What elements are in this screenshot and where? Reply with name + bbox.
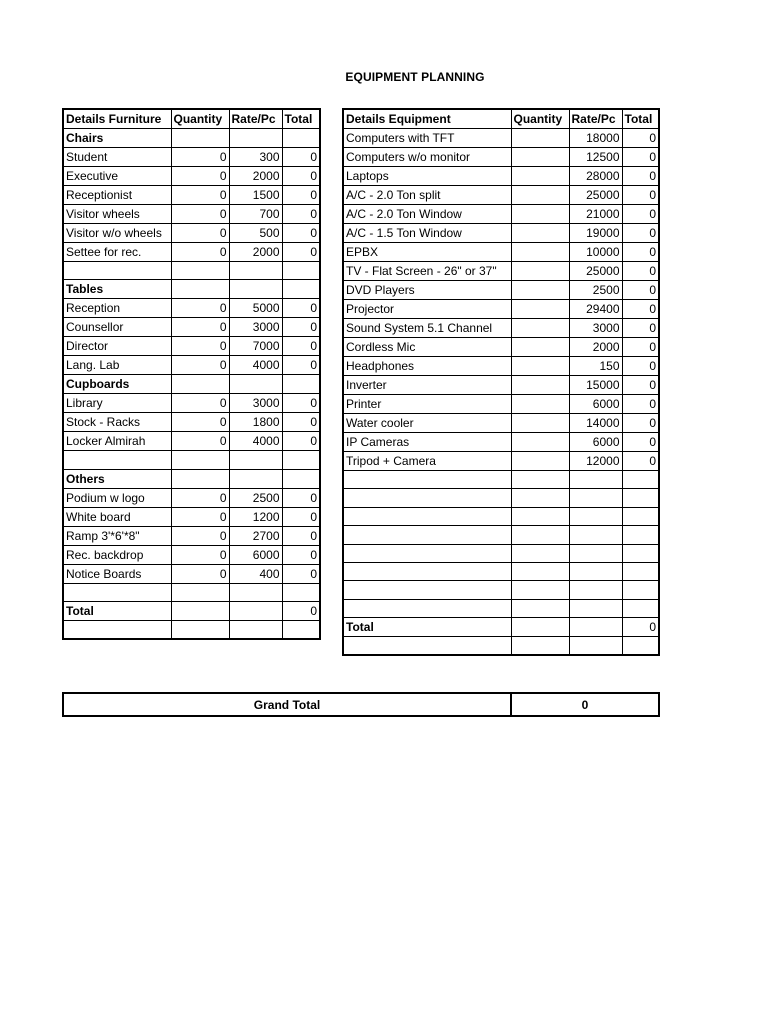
furniture-cell-qty[interactable] — [171, 262, 229, 280]
equipment-cell-qty[interactable] — [511, 129, 569, 148]
equipment-cell-rate[interactable]: 25000 — [569, 262, 622, 281]
equipment-cell-qty[interactable] — [511, 507, 569, 525]
furniture-cell-rate[interactable]: 2000 — [229, 243, 282, 262]
equipment-cell-detail[interactable]: Total — [343, 618, 511, 637]
furniture-cell-total[interactable] — [282, 375, 320, 394]
equipment-cell-qty[interactable] — [511, 300, 569, 319]
furniture-row — [63, 356, 320, 375]
equipment-cell-rate[interactable]: 150 — [569, 357, 622, 376]
furniture-row — [63, 488, 320, 507]
furniture-cell-total[interactable]: 0 — [282, 602, 320, 621]
furniture-cell-total[interactable] — [282, 262, 320, 280]
furniture-cell-rate[interactable] — [229, 583, 282, 601]
furniture-cell-total[interactable]: 0 — [282, 526, 320, 545]
furniture-cell-rate[interactable]: 2000 — [229, 167, 282, 186]
equipment-row — [343, 148, 659, 167]
furniture-cell-qty[interactable] — [171, 280, 229, 299]
furniture-cell-rate[interactable] — [229, 451, 282, 469]
equipment-cell-qty[interactable] — [511, 319, 569, 338]
furniture-row — [63, 564, 320, 583]
furniture-row — [63, 299, 320, 318]
equipment-row — [343, 186, 659, 205]
equipment-cell-qty[interactable] — [511, 224, 569, 243]
furniture-row — [63, 545, 320, 564]
furniture-cell-total[interactable]: 0 — [282, 564, 320, 583]
equipment-cell-detail[interactable] — [343, 544, 511, 562]
equipment-cell-qty[interactable] — [511, 471, 569, 489]
equipment-cell-detail[interactable]: Computers with TFT — [343, 129, 511, 148]
furniture-cell-total[interactable]: 0 — [282, 545, 320, 564]
equipment-cell-total[interactable]: 0 — [622, 319, 659, 338]
furniture-row — [63, 432, 320, 451]
equipment-cell-qty[interactable] — [511, 262, 569, 281]
equipment-cell-rate[interactable]: 21000 — [569, 205, 622, 224]
equipment-row — [343, 581, 659, 599]
furniture-cell-qty[interactable] — [171, 375, 229, 394]
equipment-row — [343, 167, 659, 186]
furniture-row — [63, 621, 320, 639]
furniture-cell-total[interactable]: 0 — [282, 224, 320, 243]
page-title: EQUIPMENT PLANNING — [345, 70, 485, 84]
furniture-row — [63, 243, 320, 262]
furniture-cell-total[interactable]: 0 — [282, 432, 320, 451]
equipment-row — [343, 599, 659, 617]
furniture-cell-detail[interactable]: Reception — [63, 299, 171, 318]
furniture-row — [63, 413, 320, 432]
equipment-row — [343, 395, 659, 414]
furniture-cell-qty[interactable]: 0 — [171, 526, 229, 545]
equipment-cell-detail[interactable]: Projector — [343, 300, 511, 319]
furniture-cell-qty[interactable]: 0 — [171, 432, 229, 451]
equipment-cell-total[interactable]: 0 — [622, 243, 659, 262]
equipment-cell-detail[interactable]: Headphones — [343, 357, 511, 376]
equipment-cell-total[interactable] — [622, 526, 659, 544]
equipment-row — [343, 637, 659, 655]
furniture-cell-detail[interactable]: Lang. Lab — [63, 356, 171, 375]
equipment-row — [343, 129, 659, 148]
equipment-cell-detail[interactable]: DVD Players — [343, 281, 511, 300]
furniture-cell-qty[interactable] — [171, 451, 229, 469]
equipment-cell-qty[interactable] — [511, 205, 569, 224]
equipment-row — [343, 357, 659, 376]
equipment-cell-total[interactable]: 0 — [622, 300, 659, 319]
equipment-cell-detail[interactable] — [343, 637, 511, 655]
furniture-cell-detail[interactable]: Counsellor — [63, 318, 171, 337]
furniture-cell-total[interactable]: 0 — [282, 507, 320, 526]
furniture-cell-detail[interactable]: Executive — [63, 167, 171, 186]
equipment-cell-qty[interactable] — [511, 562, 569, 580]
equipment-cell-rate[interactable] — [569, 544, 622, 562]
furniture-cell-rate[interactable]: 4000 — [229, 432, 282, 451]
equipment-cell-rate[interactable]: 18000 — [569, 129, 622, 148]
equipment-cell-rate[interactable]: 19000 — [569, 224, 622, 243]
equipment-cell-rate[interactable] — [569, 637, 622, 655]
furniture-cell-detail[interactable]: Settee for rec. — [63, 243, 171, 262]
furniture-cell-total[interactable] — [282, 583, 320, 601]
equipment-cell-qty[interactable] — [511, 544, 569, 562]
furniture-cell-rate[interactable] — [229, 375, 282, 394]
furniture-row — [63, 337, 320, 356]
equipment-cell-qty[interactable] — [511, 452, 569, 471]
furniture-cell-qty[interactable] — [171, 469, 229, 488]
equipment-cell-qty[interactable] — [511, 618, 569, 637]
equipment-row — [343, 281, 659, 300]
equipment-cell-detail[interactable]: Inverter — [343, 376, 511, 395]
grand-total-value[interactable]: 0 — [511, 693, 659, 716]
equipment-cell-qty[interactable] — [511, 148, 569, 167]
equipment-row — [343, 262, 659, 281]
furniture-cell-qty[interactable]: 0 — [171, 205, 229, 224]
furniture-cell-detail[interactable] — [63, 451, 171, 469]
furniture-row — [63, 148, 320, 167]
furniture-row — [63, 507, 320, 526]
furniture-cell-rate[interactable]: 1800 — [229, 413, 282, 432]
equipment-cell-rate[interactable] — [569, 489, 622, 507]
grand-total-row — [63, 693, 659, 716]
equipment-row — [343, 507, 659, 525]
furniture-cell-detail[interactable]: Student — [63, 148, 171, 167]
equipment-cell-detail[interactable]: A/C - 2.0 Ton Window — [343, 205, 511, 224]
furniture-row — [63, 280, 320, 299]
furniture-row — [63, 451, 320, 469]
equipment-cell-detail[interactable]: Tripod + Camera — [343, 452, 511, 471]
furniture-cell-total[interactable]: 0 — [282, 167, 320, 186]
equipment-cell-qty[interactable] — [511, 599, 569, 617]
equipment-cell-qty[interactable] — [511, 433, 569, 452]
equipment-cell-total[interactable]: 0 — [622, 376, 659, 395]
equipment-cell-total[interactable]: 0 — [622, 433, 659, 452]
equipment-cell-total[interactable]: 0 — [622, 618, 659, 637]
equipment-row — [343, 376, 659, 395]
furniture-cell-qty[interactable]: 0 — [171, 488, 229, 507]
furniture-row — [63, 224, 320, 243]
furniture-cell-total[interactable]: 0 — [282, 318, 320, 337]
furniture-header-detail[interactable]: Details Furniture — [63, 109, 171, 129]
furniture-cell-detail[interactable]: Ramp 3'*6'*8" — [63, 526, 171, 545]
equipment-table — [342, 108, 660, 656]
furniture-cell-total[interactable]: 0 — [282, 488, 320, 507]
equipment-cell-qty[interactable] — [511, 338, 569, 357]
furniture-cell-total[interactable]: 0 — [282, 413, 320, 432]
equipment-cell-detail[interactable]: Water cooler — [343, 414, 511, 433]
equipment-row — [343, 544, 659, 562]
equipment-cell-rate[interactable] — [569, 471, 622, 489]
furniture-row — [63, 602, 320, 621]
furniture-cell-rate[interactable] — [229, 621, 282, 639]
equipment-cell-qty[interactable] — [511, 395, 569, 414]
furniture-cell-total[interactable]: 0 — [282, 186, 320, 205]
furniture-cell-detail[interactable]: White board — [63, 507, 171, 526]
equipment-header-detail[interactable]: Details Equipment — [343, 109, 511, 129]
equipment-row — [343, 471, 659, 489]
equipment-cell-rate[interactable]: 12000 — [569, 452, 622, 471]
furniture-cell-detail[interactable] — [63, 262, 171, 280]
furniture-cell-rate[interactable]: 2700 — [229, 526, 282, 545]
equipment-cell-detail[interactable]: A/C - 2.0 Ton split — [343, 186, 511, 205]
equipment-cell-detail[interactable] — [343, 526, 511, 544]
furniture-cell-detail[interactable]: Cupboards — [63, 375, 171, 394]
furniture-row — [63, 318, 320, 337]
furniture-cell-total[interactable] — [282, 469, 320, 488]
equipment-cell-total[interactable]: 0 — [622, 186, 659, 205]
equipment-cell-rate[interactable] — [569, 599, 622, 617]
equipment-cell-total[interactable] — [622, 599, 659, 617]
furniture-cell-rate[interactable]: 700 — [229, 205, 282, 224]
furniture-cell-rate[interactable] — [229, 280, 282, 299]
equipment-cell-total[interactable]: 0 — [622, 281, 659, 300]
equipment-cell-rate[interactable]: 25000 — [569, 186, 622, 205]
equipment-cell-total[interactable] — [622, 562, 659, 580]
furniture-cell-qty[interactable]: 0 — [171, 394, 229, 413]
furniture-cell-detail[interactable]: Director — [63, 337, 171, 356]
equipment-cell-detail[interactable]: Printer — [343, 395, 511, 414]
furniture-cell-total[interactable]: 0 — [282, 299, 320, 318]
equipment-cell-detail[interactable]: A/C - 1.5 Ton Window — [343, 224, 511, 243]
equipment-cell-rate[interactable] — [569, 526, 622, 544]
furniture-cell-detail[interactable]: Rec. backdrop — [63, 545, 171, 564]
furniture-cell-total[interactable] — [282, 451, 320, 469]
furniture-cell-total[interactable]: 0 — [282, 243, 320, 262]
equipment-row — [343, 205, 659, 224]
equipment-row — [343, 319, 659, 338]
equipment-row — [343, 433, 659, 452]
furniture-header-row — [63, 109, 320, 129]
equipment-cell-detail[interactable]: Laptops — [343, 167, 511, 186]
furniture-cell-qty[interactable]: 0 — [171, 318, 229, 337]
furniture-cell-rate[interactable] — [229, 262, 282, 280]
equipment-cell-total[interactable] — [622, 489, 659, 507]
equipment-cell-rate[interactable]: 12500 — [569, 148, 622, 167]
furniture-cell-total[interactable]: 0 — [282, 337, 320, 356]
equipment-cell-rate[interactable]: 2500 — [569, 281, 622, 300]
furniture-cell-total[interactable]: 0 — [282, 356, 320, 375]
furniture-cell-total[interactable] — [282, 621, 320, 639]
grand-total-label[interactable]: Grand Total — [63, 693, 511, 716]
equipment-row — [343, 452, 659, 471]
equipment-cell-rate[interactable]: 15000 — [569, 376, 622, 395]
equipment-header-rate[interactable]: Rate/Pc — [569, 109, 622, 129]
furniture-row — [63, 375, 320, 394]
furniture-cell-qty[interactable]: 0 — [171, 337, 229, 356]
equipment-cell-rate[interactable]: 6000 — [569, 433, 622, 452]
equipment-cell-rate[interactable] — [569, 562, 622, 580]
furniture-cell-qty[interactable]: 0 — [171, 564, 229, 583]
furniture-cell-qty[interactable]: 0 — [171, 167, 229, 186]
furniture-cell-qty[interactable]: 0 — [171, 545, 229, 564]
equipment-row — [343, 618, 659, 637]
equipment-cell-total[interactable]: 0 — [622, 262, 659, 281]
equipment-cell-total[interactable] — [622, 471, 659, 489]
equipment-cell-qty[interactable] — [511, 581, 569, 599]
equipment-cell-qty[interactable] — [511, 281, 569, 300]
furniture-row — [63, 526, 320, 545]
equipment-cell-detail[interactable]: IP Cameras — [343, 433, 511, 452]
equipment-cell-total[interactable]: 0 — [622, 395, 659, 414]
furniture-cell-qty[interactable]: 0 — [171, 413, 229, 432]
equipment-cell-detail[interactable] — [343, 489, 511, 507]
equipment-cell-total[interactable] — [622, 544, 659, 562]
furniture-header-quantity[interactable]: Quantity — [171, 109, 229, 129]
equipment-cell-detail[interactable] — [343, 507, 511, 525]
equipment-cell-detail[interactable]: Cordless Mic — [343, 338, 511, 357]
equipment-cell-rate[interactable]: 6000 — [569, 395, 622, 414]
equipment-cell-qty[interactable] — [511, 376, 569, 395]
furniture-cell-qty[interactable]: 0 — [171, 148, 229, 167]
equipment-row — [343, 489, 659, 507]
equipment-cell-detail[interactable] — [343, 581, 511, 599]
furniture-row — [63, 205, 320, 224]
equipment-cell-detail[interactable]: EPBX — [343, 243, 511, 262]
equipment-cell-rate[interactable]: 3000 — [569, 319, 622, 338]
furniture-cell-detail[interactable]: Tables — [63, 280, 171, 299]
furniture-cell-total[interactable]: 0 — [282, 205, 320, 224]
furniture-cell-rate[interactable]: 7000 — [229, 337, 282, 356]
furniture-row — [63, 186, 320, 205]
furniture-cell-detail[interactable]: Locker Almirah — [63, 432, 171, 451]
furniture-cell-detail[interactable] — [63, 621, 171, 639]
furniture-cell-total[interactable]: 0 — [282, 148, 320, 167]
equipment-cell-qty[interactable] — [511, 526, 569, 544]
furniture-cell-rate[interactable]: 5000 — [229, 299, 282, 318]
furniture-cell-rate[interactable]: 2500 — [229, 488, 282, 507]
equipment-cell-detail[interactable]: Computers w/o monitor — [343, 148, 511, 167]
equipment-row — [343, 224, 659, 243]
furniture-cell-qty[interactable] — [171, 621, 229, 639]
equipment-row — [343, 243, 659, 262]
equipment-cell-total[interactable]: 0 — [622, 205, 659, 224]
furniture-cell-detail[interactable]: Notice Boards — [63, 564, 171, 583]
equipment-cell-rate[interactable]: 10000 — [569, 243, 622, 262]
furniture-cell-qty[interactable] — [171, 602, 229, 621]
furniture-cell-qty[interactable] — [171, 583, 229, 601]
equipment-cell-total[interactable]: 0 — [622, 148, 659, 167]
furniture-row — [63, 469, 320, 488]
equipment-cell-total[interactable]: 0 — [622, 338, 659, 357]
furniture-cell-total[interactable]: 0 — [282, 394, 320, 413]
equipment-cell-detail[interactable]: Sound System 5.1 Channel — [343, 319, 511, 338]
equipment-row — [343, 526, 659, 544]
furniture-table — [62, 108, 321, 640]
furniture-cell-detail[interactable]: Others — [63, 469, 171, 488]
furniture-cell-rate[interactable]: 1200 — [229, 507, 282, 526]
furniture-header-rate[interactable]: Rate/Pc — [229, 109, 282, 129]
furniture-cell-rate[interactable]: 6000 — [229, 545, 282, 564]
furniture-cell-rate[interactable] — [229, 129, 282, 148]
furniture-cell-rate[interactable]: 300 — [229, 148, 282, 167]
furniture-cell-qty[interactable]: 0 — [171, 356, 229, 375]
furniture-row — [63, 262, 320, 280]
equipment-cell-detail[interactable]: TV - Flat Screen - 26" or 37" — [343, 262, 511, 281]
equipment-cell-rate[interactable]: 2000 — [569, 338, 622, 357]
furniture-cell-detail[interactable]: Visitor wheels — [63, 205, 171, 224]
equipment-cell-detail[interactable] — [343, 599, 511, 617]
equipment-cell-qty[interactable] — [511, 414, 569, 433]
furniture-cell-detail[interactable]: Stock - Racks — [63, 413, 171, 432]
equipment-cell-total[interactable]: 0 — [622, 414, 659, 433]
furniture-cell-rate[interactable]: 4000 — [229, 356, 282, 375]
grand-total-table — [62, 692, 660, 717]
furniture-cell-rate[interactable]: 3000 — [229, 318, 282, 337]
furniture-row — [63, 394, 320, 413]
furniture-cell-rate[interactable]: 400 — [229, 564, 282, 583]
furniture-cell-rate[interactable]: 500 — [229, 224, 282, 243]
furniture-cell-detail[interactable]: Receptionist — [63, 186, 171, 205]
equipment-cell-rate[interactable]: 14000 — [569, 414, 622, 433]
equipment-cell-total[interactable]: 0 — [622, 167, 659, 186]
furniture-row — [63, 167, 320, 186]
furniture-cell-total[interactable] — [282, 280, 320, 299]
furniture-cell-detail[interactable]: Chairs — [63, 129, 171, 148]
equipment-header-row — [343, 109, 659, 129]
equipment-cell-total[interactable] — [622, 581, 659, 599]
equipment-cell-total[interactable]: 0 — [622, 357, 659, 376]
furniture-cell-qty[interactable]: 0 — [171, 224, 229, 243]
equipment-row — [343, 414, 659, 433]
equipment-row — [343, 562, 659, 580]
furniture-cell-total[interactable] — [282, 129, 320, 148]
equipment-cell-rate[interactable] — [569, 507, 622, 525]
equipment-cell-qty[interactable] — [511, 243, 569, 262]
equipment-cell-total[interactable]: 0 — [622, 224, 659, 243]
equipment-cell-rate[interactable]: 29400 — [569, 300, 622, 319]
furniture-cell-qty[interactable]: 0 — [171, 186, 229, 205]
furniture-cell-qty[interactable]: 0 — [171, 507, 229, 526]
equipment-cell-total[interactable]: 0 — [622, 129, 659, 148]
equipment-row — [343, 300, 659, 319]
furniture-cell-rate[interactable]: 1500 — [229, 186, 282, 205]
furniture-cell-qty[interactable] — [171, 129, 229, 148]
furniture-header-total[interactable]: Total — [282, 109, 320, 129]
furniture-cell-detail[interactable]: Library — [63, 394, 171, 413]
furniture-cell-rate[interactable] — [229, 602, 282, 621]
equipment-cell-rate[interactable]: 28000 — [569, 167, 622, 186]
equipment-cell-qty[interactable] — [511, 186, 569, 205]
furniture-cell-detail[interactable] — [63, 583, 171, 601]
furniture-cell-detail[interactable]: Podium w logo — [63, 488, 171, 507]
equipment-cell-qty[interactable] — [511, 357, 569, 376]
equipment-cell-qty[interactable] — [511, 489, 569, 507]
equipment-row — [343, 338, 659, 357]
equipment-cell-total[interactable] — [622, 507, 659, 525]
equipment-header-total[interactable]: Total — [622, 109, 659, 129]
equipment-cell-qty[interactable] — [511, 637, 569, 655]
furniture-cell-rate[interactable]: 3000 — [229, 394, 282, 413]
equipment-cell-detail[interactable] — [343, 471, 511, 489]
equipment-cell-total[interactable]: 0 — [622, 452, 659, 471]
equipment-cell-detail[interactable] — [343, 562, 511, 580]
furniture-cell-qty[interactable]: 0 — [171, 243, 229, 262]
furniture-cell-detail[interactable]: Total — [63, 602, 171, 621]
furniture-row — [63, 583, 320, 601]
equipment-cell-total[interactable] — [622, 637, 659, 655]
equipment-cell-qty[interactable] — [511, 167, 569, 186]
furniture-cell-detail[interactable]: Visitor w/o wheels — [63, 224, 171, 243]
equipment-header-quantity[interactable]: Quantity — [511, 109, 569, 129]
equipment-cell-rate[interactable] — [569, 618, 622, 637]
furniture-cell-qty[interactable]: 0 — [171, 299, 229, 318]
equipment-cell-rate[interactable] — [569, 581, 622, 599]
furniture-row — [63, 129, 320, 148]
furniture-cell-rate[interactable] — [229, 469, 282, 488]
